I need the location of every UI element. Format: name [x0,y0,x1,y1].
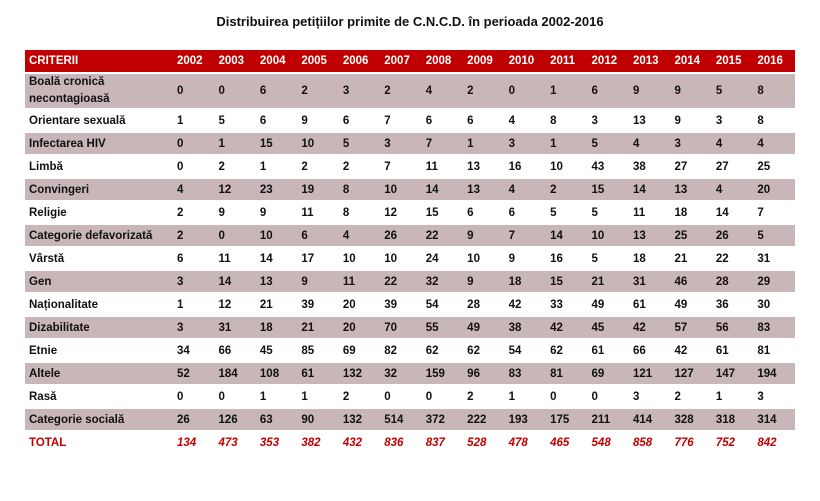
value-cell: 83 [753,316,795,339]
value-cell: 22 [422,224,463,247]
value-cell: 26 [173,408,214,431]
criteria-cell: Etnie [25,339,173,362]
value-cell: 1 [173,109,214,132]
value-cell: 39 [380,293,421,316]
value-cell: 7 [380,109,421,132]
value-cell: 69 [339,339,380,362]
value-cell: 15 [546,270,587,293]
value-cell: 1 [214,132,255,155]
criteria-cell: Naționalitate [25,293,173,316]
page-title: Distribuirea petițiilor primite de C.N.C.D. în perioada 2002-2016 [216,14,604,29]
value-cell: 69 [588,362,629,385]
value-cell: 34 [173,339,214,362]
value-cell: 4 [753,132,795,155]
value-cell: 6 [339,109,380,132]
value-cell: 31 [753,247,795,270]
criteria-cell: Dizabilitate [25,316,173,339]
value-cell: 26 [712,224,753,247]
table-footer [25,431,795,454]
value-cell: 194 [753,362,795,385]
value-cell: 2 [380,73,421,109]
value-cell: 159 [422,362,463,385]
table-row [25,339,795,362]
total-value-cell: 842 [753,431,795,454]
total-value-cell: 465 [546,431,587,454]
value-cell: 3 [588,109,629,132]
year-header: 2006 [339,50,380,73]
value-cell: 62 [463,339,504,362]
table-row [25,224,795,247]
table-row [25,247,795,270]
value-cell: 4 [505,178,546,201]
table-row [25,73,795,109]
total-value-cell: 134 [173,431,214,454]
year-header: 2014 [670,50,711,73]
value-cell: 0 [546,385,587,408]
value-cell: 6 [256,73,297,109]
value-cell: 2 [173,201,214,224]
value-cell: 8 [339,201,380,224]
value-cell: 7 [380,155,421,178]
value-cell: 2 [670,385,711,408]
value-cell: 4 [505,109,546,132]
year-header: 2002 [173,50,214,73]
year-header: 2010 [505,50,546,73]
value-cell: 0 [173,132,214,155]
value-cell: 3 [670,132,711,155]
value-cell: 66 [629,339,670,362]
value-cell: 62 [422,339,463,362]
value-cell: 6 [588,73,629,109]
criteria-cell: Infectarea HIV [25,132,173,155]
value-cell: 10 [256,224,297,247]
value-cell: 61 [297,362,338,385]
year-header: 2011 [546,50,587,73]
value-cell: 4 [712,132,753,155]
criteria-header: CRITERII [25,50,173,73]
value-cell: 7 [753,201,795,224]
value-cell: 5 [546,201,587,224]
year-header: 2008 [422,50,463,73]
value-cell: 222 [463,408,504,431]
value-cell: 6 [173,247,214,270]
value-cell: 11 [297,201,338,224]
value-cell: 15 [422,201,463,224]
value-cell: 85 [297,339,338,362]
value-cell: 16 [546,247,587,270]
value-cell: 56 [712,316,753,339]
criteria-cell: Categorie defavorizată [25,224,173,247]
value-cell: 3 [339,73,380,109]
value-cell: 3 [380,132,421,155]
criteria-cell: Vârstă [25,247,173,270]
total-value-cell: 353 [256,431,297,454]
value-cell: 1 [463,132,504,155]
value-cell: 328 [670,408,711,431]
total-value-cell: 548 [588,431,629,454]
value-cell: 13 [629,109,670,132]
value-cell: 3 [505,132,546,155]
total-label: TOTAL [25,431,173,454]
value-cell: 13 [256,270,297,293]
value-cell: 22 [712,247,753,270]
value-cell: 28 [463,293,504,316]
value-cell: 17 [297,247,338,270]
value-cell: 8 [753,73,795,109]
value-cell: 83 [505,362,546,385]
value-cell: 36 [712,293,753,316]
value-cell: 3 [629,385,670,408]
value-cell: 23 [256,178,297,201]
table-header [25,50,795,73]
value-cell: 6 [422,109,463,132]
value-cell: 5 [588,247,629,270]
value-cell: 2 [214,155,255,178]
value-cell: 18 [629,247,670,270]
value-cell: 10 [297,132,338,155]
value-cell: 14 [546,224,587,247]
value-cell: 31 [214,316,255,339]
value-cell: 3 [712,109,753,132]
value-cell: 147 [712,362,753,385]
value-cell: 27 [670,155,711,178]
value-cell: 108 [256,362,297,385]
value-cell: 45 [256,339,297,362]
value-cell: 28 [712,270,753,293]
value-cell: 126 [214,408,255,431]
value-cell: 6 [463,109,504,132]
value-cell: 14 [214,270,255,293]
value-cell: 54 [505,339,546,362]
value-cell: 20 [753,178,795,201]
value-cell: 1 [546,73,587,109]
value-cell: 175 [546,408,587,431]
value-cell: 31 [629,270,670,293]
value-cell: 184 [214,362,255,385]
value-cell: 81 [753,339,795,362]
criteria-cell: Gen [25,270,173,293]
value-cell: 3 [173,316,214,339]
value-cell: 18 [256,316,297,339]
value-cell: 0 [588,385,629,408]
value-cell: 9 [297,109,338,132]
value-cell: 372 [422,408,463,431]
value-cell: 16 [505,155,546,178]
total-row [25,431,795,454]
value-cell: 9 [670,109,711,132]
value-cell: 13 [629,224,670,247]
total-value-cell: 836 [380,431,421,454]
table-row [25,362,795,385]
value-cell: 8 [753,109,795,132]
value-cell: 54 [422,293,463,316]
value-cell: 132 [339,408,380,431]
value-cell: 9 [463,224,504,247]
value-cell: 0 [380,385,421,408]
value-cell: 10 [380,178,421,201]
value-cell: 96 [463,362,504,385]
value-cell: 514 [380,408,421,431]
value-cell: 9 [214,201,255,224]
value-cell: 10 [588,224,629,247]
value-cell: 52 [173,362,214,385]
value-cell: 12 [214,293,255,316]
value-cell: 314 [753,408,795,431]
value-cell: 0 [505,73,546,109]
value-cell: 9 [629,73,670,109]
value-cell: 1 [546,132,587,155]
year-header: 2015 [712,50,753,73]
value-cell: 1 [297,385,338,408]
year-header: 2013 [629,50,670,73]
value-cell: 70 [380,316,421,339]
value-cell: 5 [339,132,380,155]
criteria-cell: Religie [25,201,173,224]
value-cell: 61 [629,293,670,316]
petitions-table [25,50,795,454]
value-cell: 25 [753,155,795,178]
value-cell: 6 [463,201,504,224]
value-cell: 121 [629,362,670,385]
value-cell: 5 [753,224,795,247]
table-row [25,316,795,339]
value-cell: 49 [463,316,504,339]
table-body [25,73,795,431]
criteria-cell: Rasă [25,385,173,408]
year-header: 2004 [256,50,297,73]
value-cell: 62 [546,339,587,362]
value-cell: 12 [380,201,421,224]
value-cell: 0 [214,224,255,247]
value-cell: 21 [297,316,338,339]
value-cell: 11 [629,201,670,224]
value-cell: 2 [546,178,587,201]
value-cell: 27 [712,155,753,178]
value-cell: 9 [297,270,338,293]
value-cell: 2 [463,385,504,408]
value-cell: 10 [546,155,587,178]
value-cell: 30 [753,293,795,316]
value-cell: 2 [339,155,380,178]
total-value-cell: 432 [339,431,380,454]
value-cell: 1 [256,385,297,408]
value-cell: 21 [256,293,297,316]
total-value-cell: 776 [670,431,711,454]
value-cell: 18 [505,270,546,293]
criteria-cell: Convingeri [25,178,173,201]
value-cell: 32 [422,270,463,293]
value-cell: 11 [422,155,463,178]
total-value-cell: 528 [463,431,504,454]
value-cell: 29 [753,270,795,293]
value-cell: 9 [256,201,297,224]
value-cell: 63 [256,408,297,431]
criteria-cell: Categorie socială [25,408,173,431]
value-cell: 2 [463,73,504,109]
value-cell: 25 [670,224,711,247]
value-cell: 132 [339,362,380,385]
value-cell: 6 [297,224,338,247]
value-cell: 8 [339,178,380,201]
total-value-cell: 752 [712,431,753,454]
value-cell: 9 [505,247,546,270]
value-cell: 2 [339,385,380,408]
value-cell: 4 [629,132,670,155]
value-cell: 318 [712,408,753,431]
value-cell: 10 [463,247,504,270]
value-cell: 61 [588,339,629,362]
header-row [25,50,795,73]
total-value-cell: 478 [505,431,546,454]
total-value-cell: 382 [297,431,338,454]
total-value-cell: 837 [422,431,463,454]
value-cell: 24 [422,247,463,270]
value-cell: 42 [546,316,587,339]
year-header: 2007 [380,50,421,73]
table-row [25,132,795,155]
value-cell: 42 [670,339,711,362]
value-cell: 4 [173,178,214,201]
value-cell: 10 [380,247,421,270]
value-cell: 11 [214,247,255,270]
value-cell: 1 [505,385,546,408]
value-cell: 14 [256,247,297,270]
value-cell: 5 [588,132,629,155]
value-cell: 0 [422,385,463,408]
value-cell: 45 [588,316,629,339]
value-cell: 2 [297,155,338,178]
value-cell: 4 [422,73,463,109]
value-cell: 3 [753,385,795,408]
value-cell: 82 [380,339,421,362]
value-cell: 49 [588,293,629,316]
value-cell: 9 [463,270,504,293]
value-cell: 33 [546,293,587,316]
year-header: 2009 [463,50,504,73]
value-cell: 211 [588,408,629,431]
value-cell: 5 [712,73,753,109]
value-cell: 0 [173,155,214,178]
year-header: 2012 [588,50,629,73]
value-cell: 1 [712,385,753,408]
value-cell: 46 [670,270,711,293]
value-cell: 39 [297,293,338,316]
value-cell: 414 [629,408,670,431]
value-cell: 15 [588,178,629,201]
year-header: 2003 [214,50,255,73]
value-cell: 1 [173,293,214,316]
value-cell: 127 [670,362,711,385]
value-cell: 38 [505,316,546,339]
value-cell: 14 [422,178,463,201]
value-cell: 81 [546,362,587,385]
table-row [25,178,795,201]
value-cell: 20 [339,293,380,316]
value-cell: 21 [588,270,629,293]
value-cell: 7 [422,132,463,155]
criteria-cell: Orientare sexuală [25,109,173,132]
value-cell: 66 [214,339,255,362]
value-cell: 3 [173,270,214,293]
value-cell: 0 [173,385,214,408]
value-cell: 4 [712,178,753,201]
table-row [25,293,795,316]
value-cell: 1 [256,155,297,178]
value-cell: 32 [380,362,421,385]
value-cell: 49 [670,293,711,316]
value-cell: 6 [256,109,297,132]
total-value-cell: 858 [629,431,670,454]
value-cell: 2 [297,73,338,109]
value-cell: 90 [297,408,338,431]
value-cell: 19 [297,178,338,201]
value-cell: 22 [380,270,421,293]
value-cell: 42 [505,293,546,316]
table-row [25,201,795,224]
value-cell: 15 [256,132,297,155]
criteria-cell: Altele [25,362,173,385]
value-cell: 13 [463,178,504,201]
value-cell: 57 [670,316,711,339]
value-cell: 43 [588,155,629,178]
value-cell: 13 [670,178,711,201]
table-row [25,270,795,293]
value-cell: 10 [339,247,380,270]
value-cell: 7 [505,224,546,247]
value-cell: 26 [380,224,421,247]
value-cell: 55 [422,316,463,339]
value-cell: 0 [214,385,255,408]
value-cell: 2 [173,224,214,247]
value-cell: 4 [339,224,380,247]
value-cell: 14 [629,178,670,201]
value-cell: 14 [712,201,753,224]
value-cell: 11 [339,270,380,293]
value-cell: 6 [505,201,546,224]
value-cell: 5 [214,109,255,132]
table-row [25,155,795,178]
value-cell: 5 [588,201,629,224]
value-cell: 20 [339,316,380,339]
value-cell: 38 [629,155,670,178]
table-row [25,408,795,431]
value-cell: 193 [505,408,546,431]
value-cell: 21 [670,247,711,270]
value-cell: 9 [670,73,711,109]
value-cell: 12 [214,178,255,201]
value-cell: 0 [173,73,214,109]
total-value-cell: 473 [214,431,255,454]
value-cell: 42 [629,316,670,339]
value-cell: 8 [546,109,587,132]
table-row [25,109,795,132]
year-header: 2016 [753,50,795,73]
value-cell: 13 [463,155,504,178]
criteria-cell: Limbă [25,155,173,178]
table-row [25,385,795,408]
value-cell: 18 [670,201,711,224]
value-cell: 61 [712,339,753,362]
year-header: 2005 [297,50,338,73]
criteria-cell: Boală cronică necontagioasă [25,73,173,109]
value-cell: 0 [214,73,255,109]
